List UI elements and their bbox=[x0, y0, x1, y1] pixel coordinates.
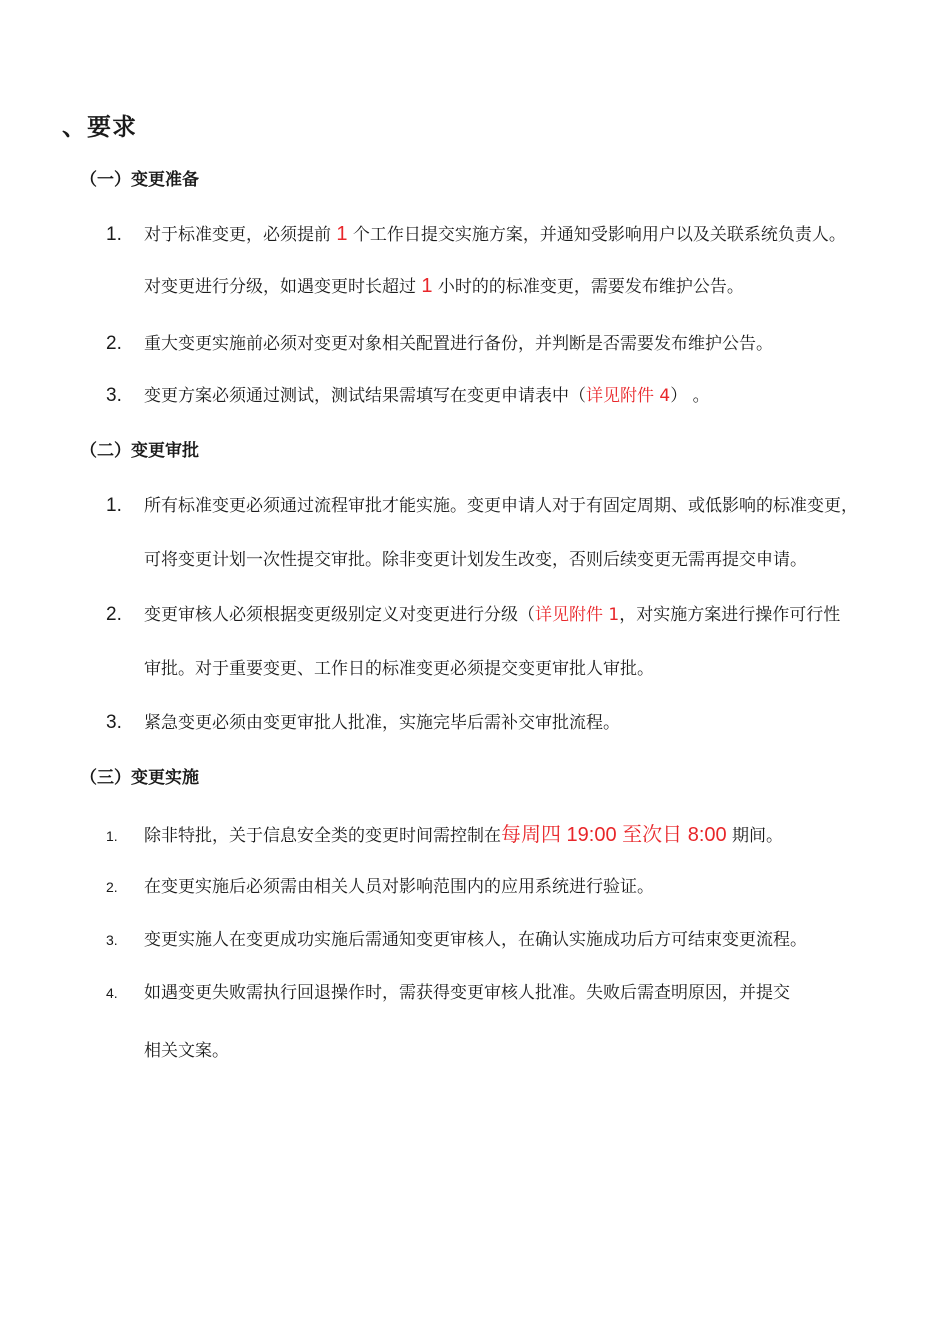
item-text: 对于标准变更，必须提前 bbox=[144, 225, 337, 245]
item-text: 除非特批，关于信息安全类的变更时间需控制在 bbox=[144, 826, 501, 846]
item-text: 审批。对于重要变更、工作日的标准变更必须提交变更审批人审批。 bbox=[144, 659, 654, 679]
item-text: 重大变更实施前必须对变更对象相关配置进行备份，并判断是否需要发布维护公告。 bbox=[144, 334, 773, 354]
item-text: 可将变更计划一次性提交审批。除非变更计划发生改变，否则后续变更无需再提交申请。 bbox=[144, 550, 807, 570]
section-heading: 、要求 bbox=[62, 113, 137, 141]
list-item bbox=[106, 600, 840, 626]
item-text: 小时的的标准变更，需要发布维护公告。 bbox=[432, 277, 744, 297]
item-text: 如遇变更失败需执行回退操作时，需获得变更审核人批准。失败后需查明原因，并提交 bbox=[144, 983, 790, 1003]
item-continuation bbox=[144, 272, 744, 298]
item-number: 2. bbox=[106, 604, 122, 625]
item-number: 3. bbox=[106, 932, 118, 948]
item-number: 4. bbox=[106, 985, 118, 1001]
item-text: 相关文案。 bbox=[144, 1041, 229, 1061]
item-number: 1. bbox=[106, 828, 118, 844]
list-item bbox=[106, 329, 773, 355]
attachment-reference: 详见附件 4 bbox=[586, 386, 671, 406]
item-number: 2. bbox=[106, 879, 118, 895]
item-text: 所有标准变更必须通过流程审批才能实施。变更申请人对于有固定周期、或低影响的标准变更， bbox=[144, 496, 858, 516]
list-item bbox=[106, 708, 620, 734]
item-number: 1. bbox=[106, 224, 122, 245]
list-item bbox=[106, 491, 858, 517]
item-continuation bbox=[144, 545, 807, 570]
highlight-number: 1 bbox=[421, 275, 433, 297]
item-number: 2. bbox=[106, 333, 122, 354]
item-continuation bbox=[144, 654, 654, 679]
item-text: 变更方案必须通过测试，测试结果需填写在变更申请表中（ bbox=[144, 386, 586, 406]
item-number: 1. bbox=[106, 495, 122, 516]
item-text: 紧急变更必须由变更审批人批准，实施完毕后需补交审批流程。 bbox=[144, 713, 620, 733]
item-text: 在变更实施后必须需由相关人员对影响范围内的应用系统进行验证。 bbox=[144, 877, 654, 897]
item-text: 对变更进行分级，如遇变更时长超过 bbox=[144, 277, 422, 297]
item-continuation bbox=[144, 1036, 229, 1061]
time-window-highlight: 每周四 19:00 至次日 8:00 bbox=[501, 824, 727, 846]
item-text: 个工作日提交实施方案，并通知受影响用户以及关联系统负责人。 bbox=[347, 225, 846, 245]
list-item bbox=[106, 925, 807, 950]
item-text: ） 。 bbox=[670, 386, 710, 406]
list-item bbox=[106, 818, 783, 847]
list-item bbox=[106, 381, 710, 407]
item-text: ，对实施方案进行操作可行性 bbox=[619, 605, 841, 625]
highlight-number: 1 bbox=[336, 223, 348, 245]
item-text: 变更审核人必须根据变更级别定义对变更进行分级（ bbox=[144, 605, 535, 625]
list-item bbox=[106, 872, 654, 897]
item-number: 3. bbox=[106, 712, 122, 733]
list-item bbox=[106, 220, 846, 246]
subheading-approval: （二）变更审批 bbox=[80, 441, 199, 461]
attachment-reference: 详见附件 1 bbox=[535, 605, 620, 625]
item-text: 变更实施人在变更成功实施后需通知变更审核人，在确认实施成功后方可结束变更流程。 bbox=[144, 930, 807, 950]
item-text: 期间。 bbox=[726, 826, 784, 846]
subheading-implementation: （三）变更实施 bbox=[80, 768, 199, 788]
subheading-preparation: （一）变更准备 bbox=[80, 170, 199, 190]
list-item bbox=[106, 978, 790, 1003]
item-number: 3. bbox=[106, 385, 122, 406]
